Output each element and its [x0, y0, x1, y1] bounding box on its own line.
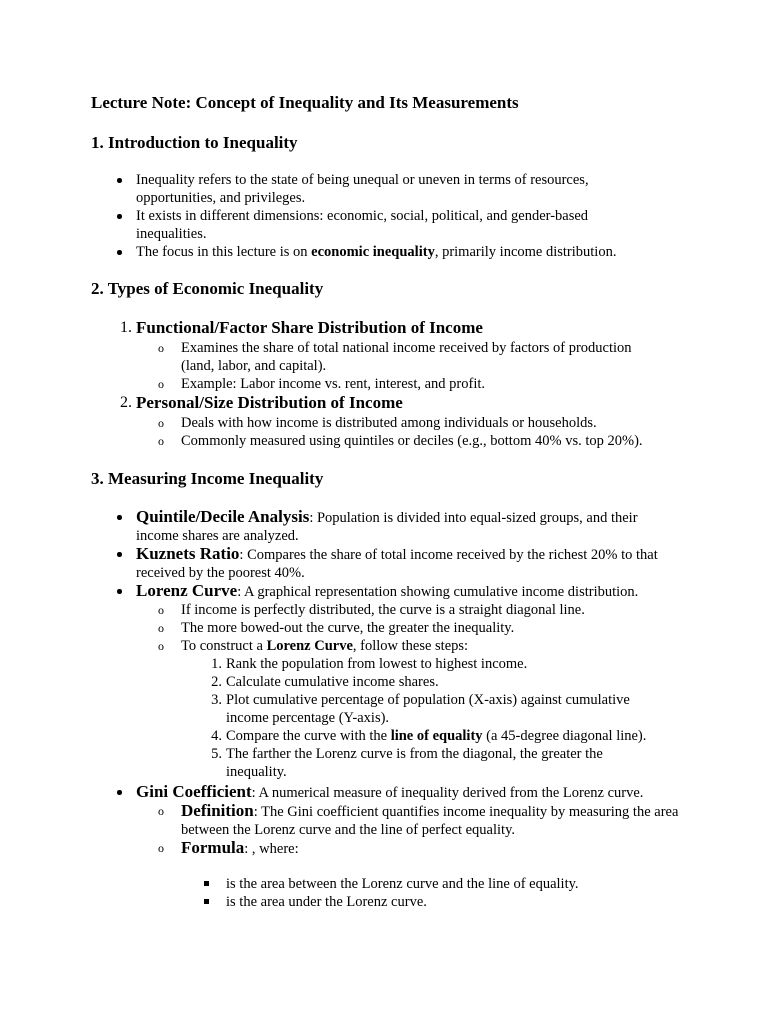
section-3-bullet-list: [136, 508, 681, 911]
term-gini: Gini Coefficient: [136, 782, 252, 801]
list-item: [181, 839, 681, 858]
sub-list: [181, 414, 671, 450]
item-label: Personal/Size Distribution of Income: [136, 393, 403, 412]
list-item: [226, 875, 666, 893]
list-item: [181, 619, 681, 637]
sub-item-text: To construct a: [181, 638, 267, 654]
list-number: 5.: [211, 746, 222, 762]
bullet-text: , primarily income distribution.: [434, 244, 617, 260]
list-item: [211, 691, 651, 727]
term-lorenz: Lorenz Curve: [136, 581, 238, 600]
bullet-text: It exists in different dimensions: economic, social, political, and gender-based inequalities.: [136, 208, 589, 242]
step-text: Rank the population from lowest to highest income.: [226, 656, 528, 672]
sub-item-text: , follow these steps:: [352, 638, 469, 654]
section-2-heading: 2. Types of Economic Inequality: [91, 279, 324, 298]
formula-where-list: [226, 875, 666, 911]
item-label: Functional/Factor Share Distribution of Income: [136, 318, 483, 337]
sub-item-text: If income is perfectly distributed, the curve is a straight diagonal line.: [181, 602, 585, 618]
list-item: [136, 783, 681, 802]
section-3-heading: 3. Measuring Income Inequality: [91, 469, 324, 488]
gini-sub-list: [181, 802, 681, 911]
list-number: 2.: [120, 394, 132, 411]
term-kuznets: Kuznets Ratio: [136, 544, 240, 563]
list-item: [181, 802, 681, 839]
list-item: [181, 339, 661, 375]
list-item: [120, 393, 656, 414]
section-1-bullet-list: [136, 171, 636, 261]
sub-list: [181, 339, 661, 393]
sub-item-text: Commonly measured using quintiles or deciles (e.g., bottom 40% vs. top 20%).: [181, 433, 643, 449]
list-item: [181, 375, 661, 393]
list-item: [136, 508, 666, 545]
sub-item-text: Example: Labor income vs. rent, interest, and profit.: [181, 376, 486, 392]
list-item: [136, 243, 696, 261]
step-text: (a 45-degree diagonal line).: [482, 728, 647, 744]
lorenz-steps-list: [211, 655, 666, 781]
list-item: [211, 673, 666, 691]
sub-item-text: Examines the share of total national income received by factors of production (land, labor, and capital).: [181, 340, 632, 374]
bullet-text: The focus in this lecture is on: [136, 244, 312, 260]
list-item: [211, 745, 626, 781]
term-formula: Formula: [181, 838, 245, 857]
bullet-text: : A graphical representation showing cumulative income distribution.: [237, 584, 639, 600]
list-item: [136, 582, 681, 601]
list-item: [181, 637, 681, 655]
lorenz-sub-list: [181, 601, 681, 781]
bullet-text: : A numerical measure of inequality derived from the Lorenz curve.: [251, 785, 644, 801]
section-1-heading: 1. Introduction to Inequality: [91, 133, 298, 152]
where-text: is the area between the Lorenz curve and the line of equality.: [226, 876, 579, 892]
step-text: Calculate cumulative income shares.: [226, 674, 439, 690]
list-item: [181, 414, 671, 432]
list-number: 4.: [211, 728, 222, 744]
sub-item-text: : The Gini coefficient quantifies income inequality by measuring the area between the Lorenz curve and the line of perfect equality.: [181, 804, 679, 838]
bold-term: line of equality: [390, 728, 483, 744]
document-title: Lecture Note: Concept of Inequality and Its Measurements: [91, 93, 519, 112]
sub-item-text: The more bowed-out the curve, the greater the inequality.: [181, 620, 515, 636]
list-item: [120, 318, 656, 339]
list-item: [136, 171, 636, 207]
list-number: 2.: [211, 674, 222, 690]
step-text: Plot cumulative percentage of population (X-axis) against cumulative income percentage (Y-axis).: [226, 692, 630, 726]
list-item: [136, 207, 606, 243]
bullet-text: Inequality refers to the state of being unequal or uneven in terms of resources, opportunities, and privileges.: [136, 172, 589, 206]
list-number: 3.: [211, 692, 222, 708]
list-item: [181, 601, 681, 619]
sub-item-text: Deals with how income is distributed among individuals or households.: [181, 415, 597, 431]
step-text: Compare the curve with the: [226, 728, 391, 744]
where-text: is the area under the Lorenz curve.: [226, 894, 427, 910]
section-2-numbered-list: [120, 318, 656, 450]
bold-term: economic inequality: [311, 244, 435, 260]
list-item: [211, 655, 666, 673]
bullet-text: : Compares the share of total income received by the richest 20% to that received by the poorest 40%.: [136, 547, 658, 581]
term-quintile: Quintile/Decile Analysis: [136, 507, 310, 526]
sub-item-text: : , where:: [244, 841, 299, 857]
list-item: [181, 432, 671, 450]
list-item: [226, 893, 666, 911]
list-number: 1.: [120, 319, 132, 336]
term-definition: Definition: [181, 801, 254, 820]
step-text: The farther the Lorenz curve is from the diagonal, the greater the inequality.: [226, 746, 603, 780]
list-item: [211, 727, 686, 745]
list-number: 1.: [211, 656, 222, 672]
bold-term: Lorenz Curve: [266, 638, 353, 654]
bullet-text: : Population is divided into equal-sized groups, and their income shares are analyzed.: [136, 510, 638, 544]
list-item: [136, 545, 681, 582]
